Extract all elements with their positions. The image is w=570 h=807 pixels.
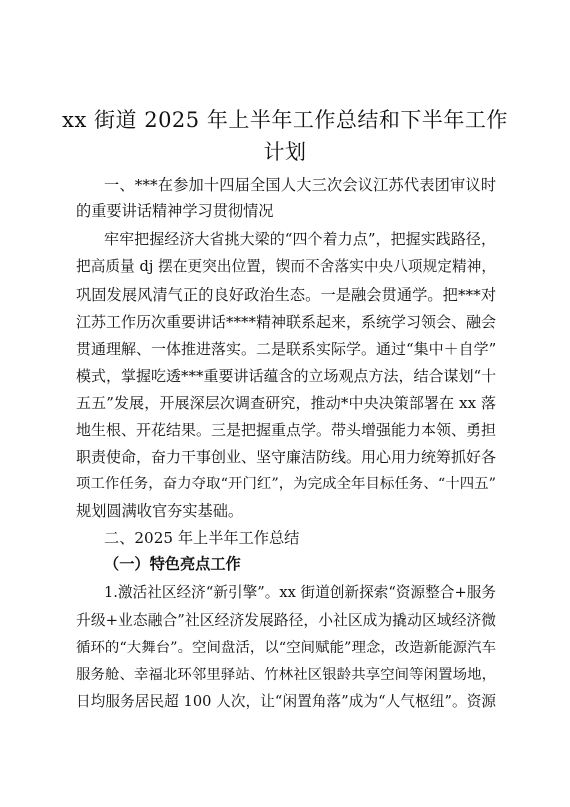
paragraph1-line-8: 地生根、开花结果。三是把握重点学。带头增强能力本领、勇担 bbox=[76, 421, 497, 439]
section1-heading-line-2: 的重要讲话精神学习贯彻情况 bbox=[76, 202, 274, 220]
title-line-2: 计划 bbox=[263, 140, 307, 164]
paragraph1-line-5: 贯通理解、一体推进落实。二是联系实际学。通过“集中＋自学” bbox=[76, 340, 497, 358]
paragraph1-line-9: 职责使命，奋力干事创业、坚守廉洁防线。用心用力统筹抓好各 bbox=[76, 448, 497, 466]
document-title bbox=[60, 104, 510, 168]
paragraph1-line-1: 牢牢把握经济大省挑大梁的“四个着力点”，把握实践路径， bbox=[104, 230, 496, 248]
paragraph1-line-11: 规划圆满收官夯实基础。 bbox=[76, 502, 244, 520]
paragraph1-line-2: 把高质量 dj 摆在更突出位置，锲而不舍落实中央八项规定精神， bbox=[76, 258, 496, 275]
section2-heading: 二、2025 年上半年工作总结 bbox=[104, 529, 300, 547]
paragraph2-line-1: 1.激活社区经济“新引擎”。xx 街道创新探索“资源整合+服务 bbox=[104, 584, 496, 601]
paragraph2-line-2: 升级+业态融合”社区经济发展路径，小社区成为撬动区域经济微 bbox=[76, 612, 496, 629]
paragraph1-line-3: 巩固发展风清气正的良好政治生态。一是融会贯通学。把***对 bbox=[76, 286, 496, 304]
section1-heading-line-1: 一、***在参加十四届全国人大三次会议江苏代表团审议时 bbox=[104, 176, 496, 194]
paragraph2-line-5: 日均服务居民超 100 人次，让“闲置角落”成为“人气枢纽”。资源 bbox=[76, 693, 496, 710]
subsection1-heading: （一）特色亮点工作 bbox=[104, 555, 241, 573]
paragraph1-line-4: 江苏工作历次重要讲话****精神联系起来，系统学习领会、融会 bbox=[76, 313, 497, 331]
paragraph1-line-6: 模式，掌握吃透***重要讲话蕴含的立场观点方法，结合谋划“十 bbox=[76, 367, 497, 385]
paragraph2-line-4: 服务舱、幸福北环邻里驿站、竹林社区银龄共享空间等闲置场地， bbox=[76, 667, 496, 683]
title-line-1: xx 街道 2025 年上半年工作总结和下半年工作 bbox=[62, 108, 508, 132]
paragraph2-line-3: 循环的“大舞台”。空间盘活，以“空间赋能”理念，改造新能源汽车 bbox=[76, 640, 496, 656]
paragraph1-line-7: 五五”发展，开展深层次调查研究，推动*中央决策部署在 xx 落 bbox=[76, 394, 496, 412]
paragraph1-line-10: 项工作任务，奋力夺取“开门红”，为完成全年目标任务、“十四五” bbox=[76, 476, 496, 492]
